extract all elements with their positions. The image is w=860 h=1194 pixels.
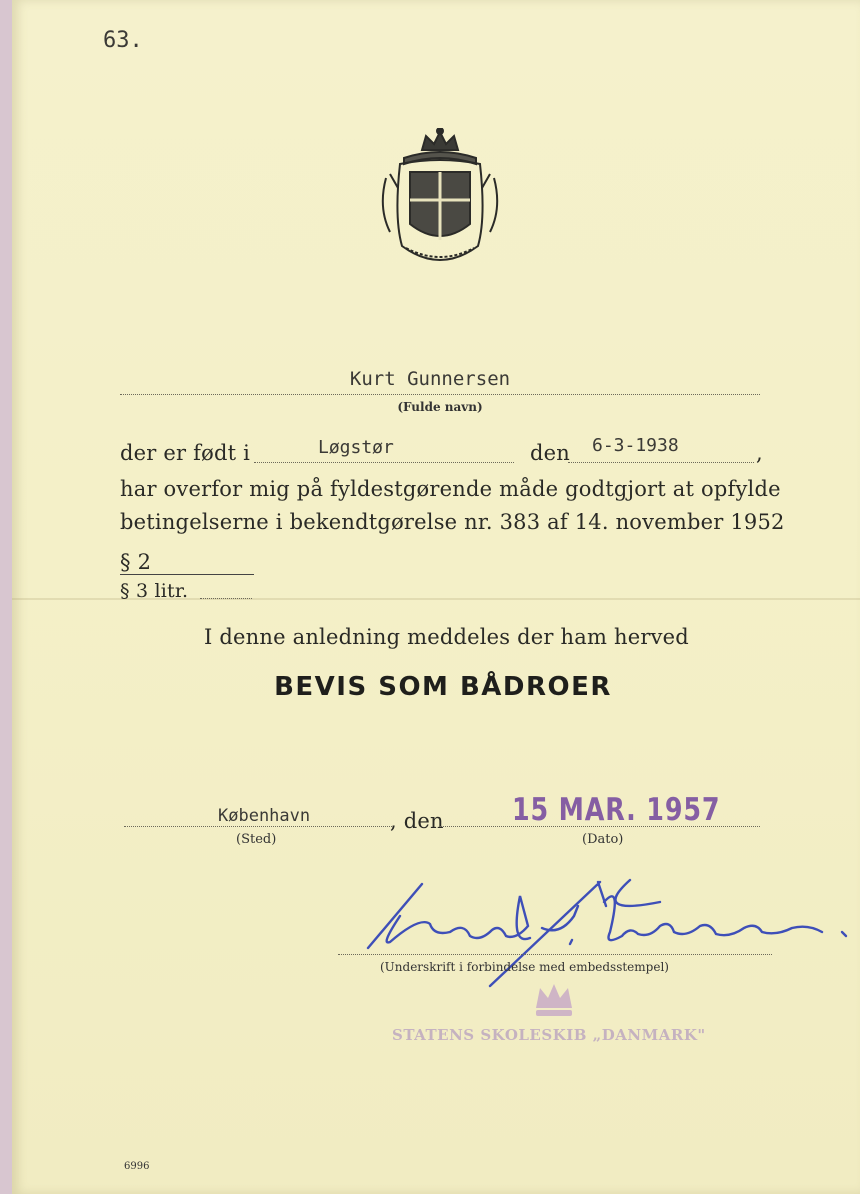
birth-den-label: den bbox=[530, 441, 570, 465]
birthdate-dotted-line bbox=[568, 462, 754, 463]
birthdate-value: 6-3-1938 bbox=[592, 435, 679, 456]
section-2: § 2 bbox=[120, 550, 152, 574]
crown-stamp-icon bbox=[530, 980, 578, 1020]
section-3: § 3 litr. bbox=[120, 580, 189, 602]
announcement-text: I denne anledning meddeles der ham herved bbox=[204, 625, 689, 649]
birthplace-dotted-line bbox=[254, 462, 514, 463]
place-value: København bbox=[218, 806, 311, 826]
body-line-1: har overfor mig på fyldestgørende måde godtgjort at opfylde bbox=[120, 477, 781, 501]
section-3-dotted-line bbox=[200, 598, 252, 599]
coat-of-arms-icon bbox=[376, 128, 504, 274]
signature-image bbox=[360, 876, 856, 992]
official-stamp-text: STATENS SKOLESKIB „DANMARK" bbox=[392, 1026, 706, 1044]
form-number: 6996 bbox=[124, 1161, 150, 1172]
place-dotted-line bbox=[124, 826, 392, 827]
body-line-2: betingelserne i bekendtgørelse nr. 383 af 14. november 1952 bbox=[120, 510, 785, 534]
birthplace-value: Løgstør bbox=[318, 437, 394, 458]
full-name-caption: (Fulde navn) bbox=[397, 400, 483, 414]
signature-caption: (Underskrift i forbindelse med embedsstempel) bbox=[380, 960, 669, 974]
date-den-label: , den bbox=[390, 809, 444, 833]
name-dotted-line bbox=[120, 394, 760, 395]
place-caption: (Sted) bbox=[236, 832, 277, 847]
full-name-value: Kurt Gunnersen bbox=[349, 368, 511, 390]
document-number: 63. bbox=[103, 28, 143, 53]
date-stamp: 15 MAR. 1957 bbox=[512, 792, 721, 828]
signature-dotted-line bbox=[338, 954, 772, 955]
birth-comma: , bbox=[756, 441, 763, 465]
date-caption: (Dato) bbox=[582, 832, 624, 847]
section-2-underline bbox=[120, 574, 254, 575]
certificate-title: BEVIS SOM BÅDROER bbox=[274, 672, 612, 702]
birth-prefix: der er født i bbox=[120, 441, 251, 465]
